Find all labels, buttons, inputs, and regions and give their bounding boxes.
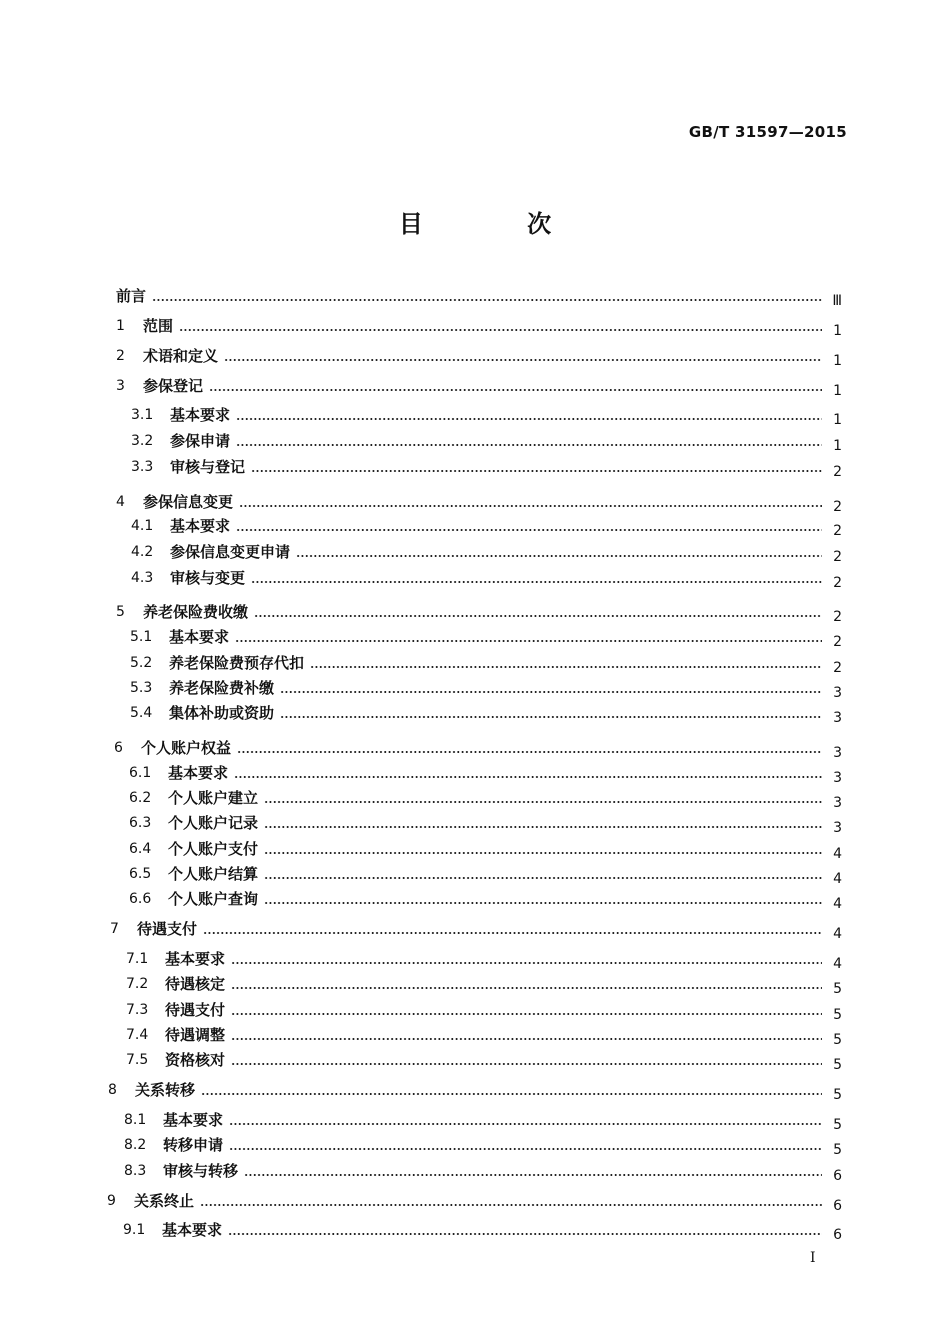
toc-entry-label: 养老保险费预存代扣 — [169, 654, 305, 672]
toc-entry-page: 1 — [833, 323, 842, 339]
toc-entry[interactable] — [126, 997, 842, 1023]
toc-entry-page: 6 — [833, 1168, 842, 1184]
dot-leader — [264, 801, 822, 803]
toc-entry[interactable] — [131, 428, 842, 454]
toc-entry-number: 6.6 — [129, 891, 152, 907]
toc-entry-number: 3.2 — [131, 433, 154, 449]
toc-entry-label: 关系终止 — [134, 1192, 195, 1210]
toc-entry[interactable] — [116, 343, 842, 369]
toc-entry[interactable] — [126, 946, 842, 972]
toc-entry-number: 9 — [107, 1193, 116, 1209]
toc-entry[interactable] — [124, 1158, 842, 1184]
toc-entry-label: 个人账户权益 — [141, 739, 232, 757]
toc-entry-number: 6.3 — [129, 815, 152, 831]
toc-entry-label: 基本要求 — [170, 406, 231, 424]
toc-entry-page: 5 — [833, 1142, 842, 1158]
toc-entry-page: 2 — [833, 549, 842, 565]
toc-entry-page: 4 — [833, 846, 842, 862]
toc-entry-label: 参保信息变更申请 — [170, 543, 291, 561]
toc-entry-number: 6.2 — [129, 790, 152, 806]
dot-leader — [152, 299, 822, 301]
toc-entry[interactable] — [124, 1132, 842, 1158]
toc-entry-number: 7.1 — [126, 951, 149, 967]
toc-entry-label: 审核与变更 — [170, 569, 246, 587]
toc-entry[interactable] — [124, 1107, 842, 1133]
toc-entry-number: 7 — [110, 921, 119, 937]
toc-entry-number: 3.3 — [131, 459, 154, 475]
toc-entry-label: 审核与登记 — [170, 458, 246, 476]
toc-entry-number: 6.4 — [129, 841, 152, 857]
dot-leader — [224, 359, 822, 361]
toc-entry[interactable] — [126, 1022, 842, 1048]
dot-leader — [209, 389, 822, 391]
toc-entry[interactable] — [130, 675, 842, 701]
toc-entry-label: 参保登记 — [143, 377, 204, 395]
toc-entry[interactable] — [116, 489, 842, 515]
toc-entry[interactable] — [116, 313, 842, 339]
toc-entry-page: 4 — [833, 926, 842, 942]
toc-entry-label: 基本要求 — [165, 950, 226, 968]
toc-entry-label: 养老保险费补缴 — [169, 679, 275, 697]
dot-leader — [231, 962, 822, 964]
dot-leader — [236, 444, 822, 446]
dot-leader — [236, 418, 822, 420]
dot-leader — [231, 987, 822, 989]
dot-leader — [251, 470, 822, 472]
toc-entry[interactable] — [108, 1077, 842, 1103]
toc-entry-label: 基本要求 — [169, 628, 230, 646]
toc-entry[interactable] — [129, 836, 842, 862]
toc-entry[interactable] — [107, 1188, 842, 1214]
toc-entry-label: 基本要求 — [162, 1221, 223, 1239]
dot-leader — [201, 1093, 822, 1095]
toc-entry[interactable] — [129, 785, 842, 811]
toc-entry-number: 4.1 — [131, 518, 154, 534]
toc-entry-number: 7.4 — [126, 1027, 149, 1043]
dot-leader — [310, 666, 822, 668]
dot-leader — [244, 1174, 822, 1176]
toc-entry-number: 5.4 — [130, 705, 153, 721]
dot-leader — [280, 691, 822, 693]
toc-entry-page: 5 — [833, 1032, 842, 1048]
toc-entry-page: 3 — [833, 820, 842, 836]
dot-leader — [231, 1038, 822, 1040]
toc-entry[interactable] — [114, 735, 842, 761]
toc-entry-number: 5.1 — [130, 629, 153, 645]
toc-entry[interactable] — [123, 1217, 842, 1243]
dot-leader — [229, 1123, 822, 1125]
toc-entry-number: 5.3 — [130, 680, 153, 696]
toc-entry-number: 7.5 — [126, 1052, 149, 1068]
toc-entry-number: 5.2 — [130, 655, 153, 671]
dot-leader — [251, 581, 822, 583]
toc-entry-page: 3 — [833, 710, 842, 726]
toc-entry-number: 8.3 — [124, 1163, 147, 1179]
toc-entry-number: 6 — [114, 740, 123, 756]
dot-leader — [231, 1063, 822, 1065]
dot-leader — [239, 505, 822, 507]
dot-leader — [231, 1013, 822, 1015]
toc-entry[interactable] — [110, 916, 842, 942]
toc-entry-page: 2 — [833, 660, 842, 676]
toc-entry-label: 个人账户建立 — [168, 789, 259, 807]
toc-entry[interactable] — [131, 454, 842, 480]
toc-entry-page: 2 — [833, 499, 842, 515]
dot-leader — [254, 615, 822, 617]
toc-entry-number: 3.1 — [131, 407, 154, 423]
toc-entry-number: 9.1 — [123, 1222, 146, 1238]
toc-entry-label: 前言 — [116, 287, 147, 305]
toc-entry[interactable] — [129, 760, 842, 786]
toc-entry-page: 1 — [833, 412, 842, 428]
toc-entry-label: 范围 — [143, 317, 174, 335]
toc-entry-label: 待遇核定 — [165, 975, 226, 993]
toc-entry[interactable] — [129, 861, 842, 887]
toc-entry-label: 参保申请 — [170, 432, 231, 450]
toc-entry-label: 资格核对 — [165, 1051, 226, 1069]
toc-entry-page: 1 — [833, 438, 842, 454]
dot-leader — [237, 751, 822, 753]
toc-entry-label: 个人账户查询 — [168, 890, 259, 908]
dot-leader — [203, 932, 822, 934]
dot-leader — [280, 716, 822, 718]
toc-entry[interactable] — [131, 565, 842, 591]
toc-entry-page: 3 — [833, 685, 842, 701]
toc-entry-page: 5 — [833, 1087, 842, 1103]
toc-entry[interactable] — [129, 886, 842, 912]
toc-entry-page: 1 — [833, 353, 842, 369]
dot-leader — [235, 640, 822, 642]
toc-entry-page: 2 — [833, 523, 842, 539]
toc-entry-page: 4 — [833, 871, 842, 887]
dot-leader — [236, 529, 822, 531]
dot-leader — [228, 1233, 822, 1235]
toc-entry-page: Ⅲ — [832, 293, 842, 309]
toc-entry-label: 参保信息变更 — [143, 493, 234, 511]
toc-entry[interactable] — [126, 971, 842, 997]
toc-entry-page: 1 — [833, 383, 842, 399]
toc-entry-number: 5 — [116, 604, 125, 620]
page-title: 目 次 — [398, 210, 600, 238]
standard-code: GB/T 31597—2015 — [688, 123, 847, 141]
toc-entry-label: 个人账户支付 — [168, 840, 259, 858]
dot-leader — [264, 877, 822, 879]
toc-entry-label: 待遇支付 — [165, 1001, 226, 1019]
toc-entry-page: 4 — [833, 956, 842, 972]
toc-entry-number: 3 — [116, 378, 125, 394]
dot-leader — [264, 902, 822, 904]
toc-entry[interactable] — [130, 650, 842, 676]
toc-entry-page: 2 — [833, 634, 842, 650]
toc-entry-number: 1 — [116, 318, 125, 334]
toc-entry-page: 5 — [833, 1007, 842, 1023]
page-number: I — [810, 1250, 816, 1266]
toc-entry-label: 关系转移 — [135, 1081, 196, 1099]
toc-entry-number: 8.2 — [124, 1137, 147, 1153]
toc-entry[interactable] — [130, 624, 842, 650]
toc-entry-page: 6 — [833, 1198, 842, 1214]
toc-entry[interactable] — [129, 810, 842, 836]
toc-entry-page: 3 — [833, 795, 842, 811]
toc-entry-page: 2 — [833, 609, 842, 625]
toc-entry-label: 基本要求 — [168, 764, 229, 782]
toc-entry-label: 待遇调整 — [165, 1026, 226, 1044]
toc-entry-number: 7.3 — [126, 1002, 149, 1018]
toc-entry-page: 5 — [833, 1117, 842, 1133]
toc-entry[interactable] — [126, 1047, 842, 1073]
dot-leader — [234, 776, 822, 778]
toc-entry[interactable] — [116, 599, 842, 625]
toc-entry[interactable] — [131, 513, 842, 539]
toc-entry-number: 8 — [108, 1082, 117, 1098]
toc-entry-page: 3 — [833, 770, 842, 786]
dot-leader — [296, 555, 822, 557]
toc-entry-number: 2 — [116, 348, 125, 364]
toc-entry-number: 8.1 — [124, 1112, 147, 1128]
toc-entry-page: 2 — [833, 575, 842, 591]
toc-entry[interactable] — [131, 539, 842, 565]
toc-entry-page: 4 — [833, 896, 842, 912]
toc-entry-page: 5 — [833, 1057, 842, 1073]
toc-entry-page: 5 — [833, 981, 842, 997]
toc-entry-page: 3 — [833, 745, 842, 761]
toc-entry-label: 个人账户结算 — [168, 865, 259, 883]
dot-leader — [200, 1204, 822, 1206]
toc-entry[interactable] — [131, 402, 842, 428]
toc-entry-number: 6.5 — [129, 866, 152, 882]
toc-entry-label: 个人账户记录 — [168, 814, 259, 832]
dot-leader — [229, 1148, 822, 1150]
toc-entry-label: 基本要求 — [170, 517, 231, 535]
toc-entry-number: 4.2 — [131, 544, 154, 560]
toc-entry-label: 集体补助或资助 — [169, 704, 275, 722]
toc-entry-number: 4.3 — [131, 570, 154, 586]
toc-entry-label: 待遇支付 — [137, 920, 198, 938]
toc-entry-label: 术语和定义 — [143, 347, 219, 365]
toc-entry-page: 6 — [833, 1227, 842, 1243]
toc-entry-number: 7.2 — [126, 976, 149, 992]
toc-entry-label: 转移申请 — [163, 1136, 224, 1154]
dot-leader — [264, 826, 822, 828]
toc-entry[interactable] — [130, 700, 842, 726]
toc-entry-label: 养老保险费收缴 — [143, 603, 249, 621]
dot-leader — [264, 852, 822, 854]
toc-entry-number: 4 — [116, 494, 125, 510]
toc-entry-label: 基本要求 — [163, 1111, 224, 1129]
dot-leader — [179, 329, 822, 331]
toc-entry-number: 6.1 — [129, 765, 152, 781]
toc-entry-label: 审核与转移 — [163, 1162, 239, 1180]
toc-entry[interactable] — [116, 373, 842, 399]
toc-entry-page: 2 — [833, 464, 842, 480]
toc-entry[interactable] — [116, 283, 842, 309]
